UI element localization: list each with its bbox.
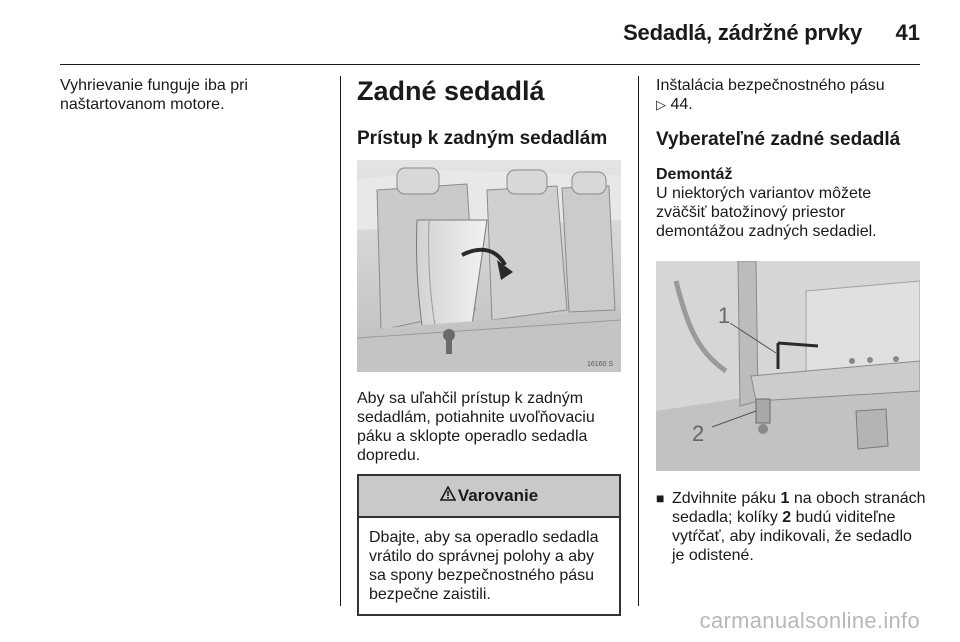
warning-body (359, 518, 619, 614)
warning-title: Varovanie (457, 486, 539, 505)
page-number: 41 (895, 20, 920, 45)
step-text-part: Zdvihnite páku (672, 490, 781, 507)
column-divider-2 (638, 76, 639, 606)
step-pin-number: 2 (782, 509, 792, 526)
figure-label-2: 2 (692, 421, 705, 446)
removal-intro: U niektorých variantov môžete zväčšiť batožinový priestor demontážou zadných sedadiel. (656, 185, 877, 240)
rear-seat-figure (357, 160, 621, 372)
page-header-title: Sedadlá, zádržné prvky (623, 20, 862, 45)
belt-installation-text: Inštalácia bezpečnostného pásu (656, 77, 885, 94)
bullet-square-icon: ■ (656, 490, 665, 506)
figure-label-1: 1 (718, 303, 731, 328)
warning-header (359, 476, 619, 518)
section-heading: Zadné sedadlá (357, 76, 545, 106)
removable-seats-heading: Vyberateľné zadné sedadlá (656, 129, 901, 150)
column-right (656, 76, 926, 565)
column-left (60, 76, 320, 114)
column-divider-1 (340, 76, 341, 606)
warning-triangle-icon (440, 486, 456, 506)
rear-seat-illustration (357, 160, 621, 372)
step-text-part: budú viditeľne vytŕčať, aby indikovali, že sedadlo je odistené. (672, 509, 912, 564)
figure-code: 16160 S (587, 361, 614, 368)
warning-text: Dbajte, aby sa operadlo sedadla vrátilo do správnej polohy a aby sa spony bezpečnostného pásu bezpečne zaistili. (369, 529, 599, 603)
step-text-part: na oboch stranách sedadla; kolíky (672, 490, 926, 526)
page-reference-icon: ▷ (656, 97, 666, 112)
reference-page: 44. (670, 96, 693, 113)
column-middle (357, 76, 625, 616)
removal-step-bullet (656, 489, 926, 565)
step-lever-number: 1 (780, 490, 790, 507)
section-subheading: Prístup k zadným sedadlám (357, 128, 608, 149)
access-instructions: Aby sa uľahčil prístup k zadným sedadlám, potiahnite uvoľňovaciu páku a sklopte operadlo sedadla dopredu. (357, 390, 595, 464)
heating-note: Vyhrievanie funguje iba pri naštartovanom motore. (60, 77, 248, 113)
removal-subheading: Demontáž (656, 166, 733, 183)
belt-installation-ref (656, 76, 926, 114)
seat-removal-figure (656, 261, 920, 471)
warning-box (357, 474, 621, 616)
header-rule (60, 64, 920, 65)
removal-step-text (672, 489, 926, 565)
watermark: carmanualsonline.info (699, 608, 920, 633)
seat-latch-illustration (656, 261, 920, 471)
